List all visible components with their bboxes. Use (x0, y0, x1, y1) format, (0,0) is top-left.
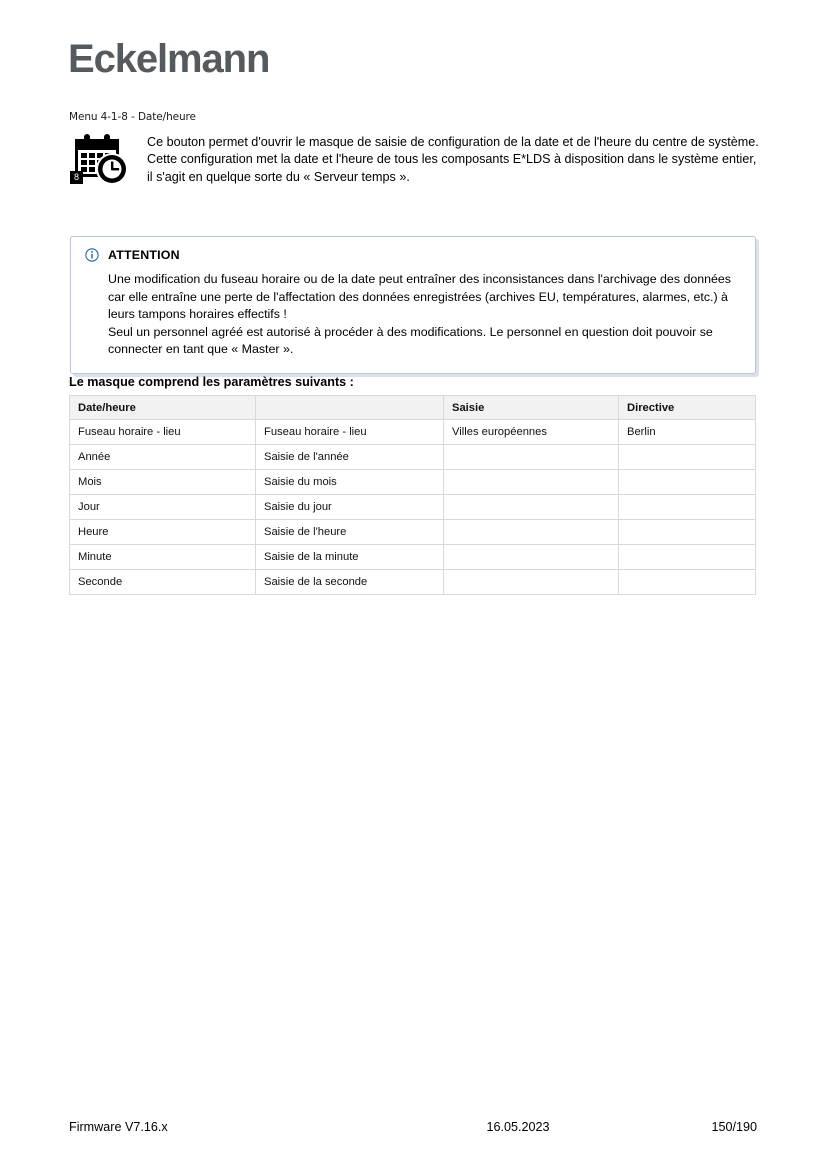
table-cell (444, 470, 619, 495)
table-cell (444, 545, 619, 570)
attention-paragraph-2: Seul un personnel agréé est autorisé à procéder à des modifications. Le personnel en question doit pouvoir se connecter en tant que « Master ». (108, 324, 713, 357)
table-cell: Saisie de l'année (256, 445, 444, 470)
table-cell (444, 495, 619, 520)
table-cell (444, 570, 619, 595)
attention-callout-box (70, 236, 756, 374)
table-header-row (70, 396, 756, 420)
intro-paragraph: Ce bouton permet d'ouvrir le masque de saisie de configuration de la date et de l'heure du centre de système. Cette configuration met la date et l'heure de tous les composants E*LDS à disposition dans le système entier, il s'agit en quelque sorte du « Serveur temps ». (147, 135, 759, 184)
table-cell: Jour (70, 495, 256, 520)
table-row (70, 495, 756, 520)
table-caption: Le masque comprend les paramètres suivants : (69, 375, 354, 389)
table-cell (619, 570, 756, 595)
table-cell: Saisie du mois (256, 470, 444, 495)
table-cell: Heure (70, 520, 256, 545)
table-cell: Minute (70, 545, 256, 570)
table-cell (619, 520, 756, 545)
breadcrumb-menu-path: Menu 4-1-8 - Date/heure (69, 111, 196, 123)
table-cell (444, 520, 619, 545)
parameters-table (69, 395, 756, 595)
table-cell: Saisie du jour (256, 495, 444, 520)
info-circle-icon (85, 248, 99, 262)
footer-date: 16.05.2023 (486, 1120, 550, 1134)
table-cell: Fuseau horaire - lieu (256, 420, 444, 445)
table-row (70, 470, 756, 495)
table-cell: Saisie de la minute (256, 545, 444, 570)
table-row (70, 545, 756, 570)
table-cell: Saisie de la seconde (256, 570, 444, 595)
attention-title: ATTENTION (108, 248, 180, 262)
attention-body (108, 271, 741, 359)
company-logo: Eckelmann (68, 37, 270, 81)
table-row (70, 570, 756, 595)
calendar-clock-icon-wrapper (69, 134, 147, 186)
icon-number-badge: 8 (70, 171, 83, 184)
table-cell: Année (70, 445, 256, 470)
table-row (70, 445, 756, 470)
footer-page-number: 150/190 (711, 1120, 757, 1134)
table-row (70, 420, 756, 445)
table-cell: Mois (70, 470, 256, 495)
table-row (70, 520, 756, 545)
footer-firmware: Firmware V7.16.x (69, 1120, 168, 1134)
table-cell: Fuseau horaire - lieu (70, 420, 256, 445)
table-cell (619, 445, 756, 470)
table-cell: Berlin (619, 420, 756, 445)
table-header-cell (256, 396, 444, 420)
page-footer (69, 1120, 757, 1134)
attention-header (85, 248, 741, 262)
table-cell (619, 470, 756, 495)
table-cell: Saisie de l'heure (256, 520, 444, 545)
table-header-cell: Directive (619, 396, 756, 420)
table-cell (619, 495, 756, 520)
intro-section (69, 134, 759, 186)
table-cell (444, 445, 619, 470)
table-cell: Villes européennes (444, 420, 619, 445)
table-cell: Seconde (70, 570, 256, 595)
attention-paragraph-1: Une modification du fuseau horaire ou de la date peut entraîner des inconsistances dans l'archivage des données car elle entraîne une perte de l'affectation des données enregistrées (archives EU, températures, alarmes, etc.) à leurs tampons horaires effectifs ! (108, 272, 731, 322)
table-cell (619, 545, 756, 570)
table-header-cell: Date/heure (70, 396, 256, 420)
table-header-cell: Saisie (444, 396, 619, 420)
